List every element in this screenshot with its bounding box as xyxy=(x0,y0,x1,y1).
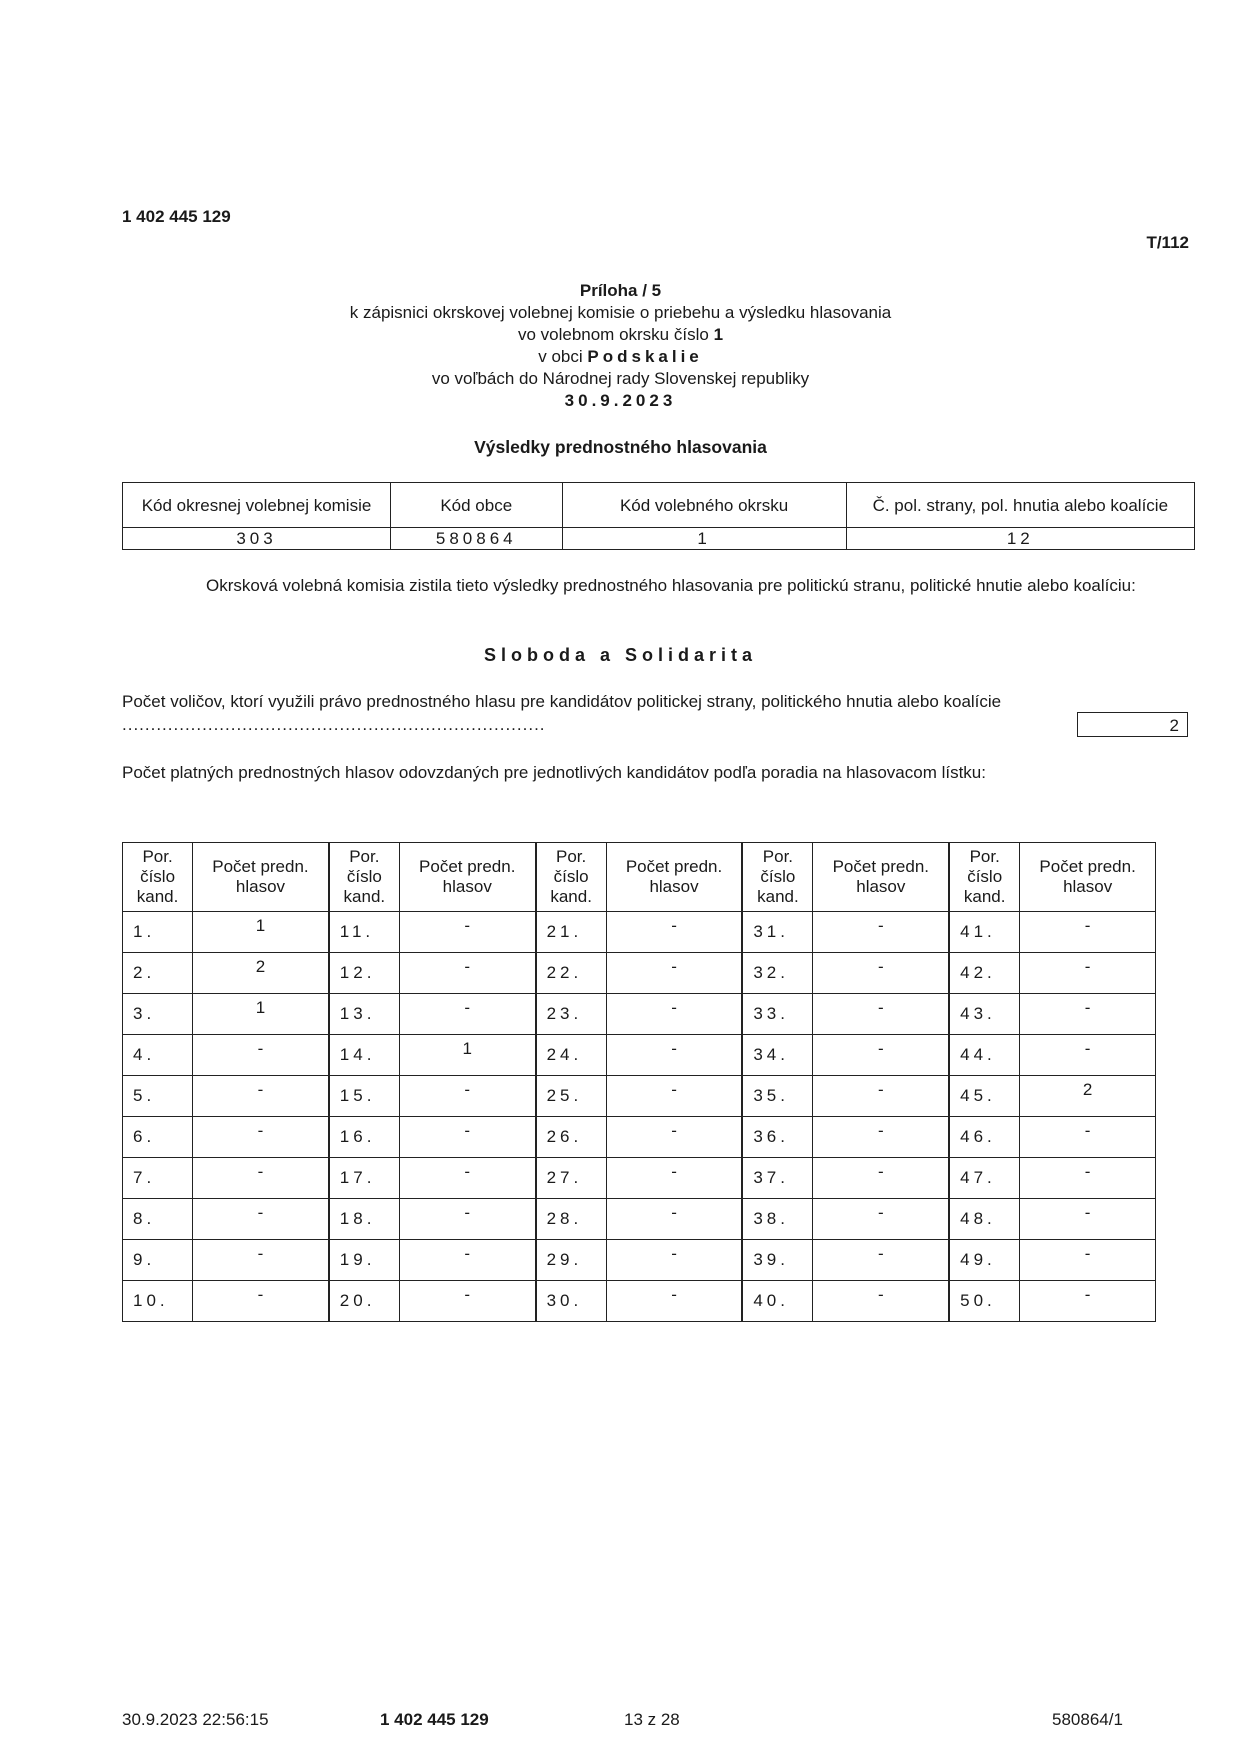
candidate-number: 23. xyxy=(536,994,607,1035)
header-label: číslo xyxy=(346,867,382,886)
vote-count-cell xyxy=(399,953,535,994)
vote-count-cell xyxy=(399,1035,535,1076)
vote-count: - xyxy=(1084,916,1091,935)
vote-count: - xyxy=(1084,998,1091,1017)
vote-count-cell xyxy=(606,1240,742,1281)
header-label: Počet predn. xyxy=(832,857,929,876)
candidate-number: 36. xyxy=(742,1117,813,1158)
vote-count-cell xyxy=(1020,1035,1156,1076)
vote-count: - xyxy=(1084,1285,1091,1304)
vote-count-cell xyxy=(813,912,949,953)
vote-count: - xyxy=(671,998,677,1017)
vote-count-cell xyxy=(1020,1281,1156,1322)
vote-count: - xyxy=(671,1285,677,1304)
vote-count-cell xyxy=(606,1076,742,1117)
vote-count-cell xyxy=(1020,994,1156,1035)
codes-table xyxy=(122,482,1195,550)
header-label: Por. xyxy=(349,847,380,866)
candidate-number: 31. xyxy=(742,912,813,953)
candidate-number: 3. xyxy=(123,994,193,1035)
header-label: číslo xyxy=(967,867,1003,886)
codes-header-cell: Kód obce xyxy=(391,483,563,528)
vote-count-cell xyxy=(606,1281,742,1322)
vote-count-cell xyxy=(813,1158,949,1199)
vote-count: - xyxy=(1084,1039,1091,1058)
header-line-2 xyxy=(0,324,1241,346)
vote-count: - xyxy=(671,1080,677,1099)
document-number: 1 402 445 129 xyxy=(122,207,231,226)
party-number: 12 xyxy=(846,528,1194,550)
vote-count: - xyxy=(257,1203,264,1222)
vote-count-cell xyxy=(1020,1117,1156,1158)
vote-count: - xyxy=(257,1121,264,1140)
vote-count: 1 xyxy=(255,916,266,935)
vote-count: - xyxy=(464,1285,471,1304)
codes-header-cell: Kód volebného okrsku xyxy=(562,483,846,528)
votes-intro: Počet platných prednostných hlasov odovzdaných pre jednotlivých kandidátov podľa poradia na hlasovacom lístku: xyxy=(122,763,986,782)
candidate-number: 18. xyxy=(329,1199,400,1240)
vote-count: - xyxy=(1084,1203,1091,1222)
header-label: Počet predn. xyxy=(212,857,309,876)
header-candidate-number xyxy=(329,843,400,912)
table-row xyxy=(123,1158,1156,1199)
header-line-1: k zápisnici okrskovej volebnej komisie o priebehu a výsledku hlasovania xyxy=(349,303,892,322)
vote-count-cell xyxy=(606,1117,742,1158)
district-number: 1 xyxy=(713,325,724,344)
table-row xyxy=(123,1035,1156,1076)
vote-count: - xyxy=(257,1285,264,1304)
voters-label: Počet voličov, ktorí využili právo prednostného hlasu pre kandidátov politickej strany, politického hnutia alebo koalície xyxy=(122,692,1002,711)
candidate-number: 22. xyxy=(536,953,607,994)
candidate-number: 19. xyxy=(329,1240,400,1281)
vote-count: - xyxy=(877,1203,884,1222)
preferential-votes-table xyxy=(122,842,1156,1322)
header-label: kand. xyxy=(136,887,179,906)
vote-count-cell xyxy=(606,994,742,1035)
vote-count-cell xyxy=(606,1199,742,1240)
vote-count: - xyxy=(1084,957,1091,976)
vote-count-cell xyxy=(813,1035,949,1076)
header-label: kand. xyxy=(963,887,1006,906)
header-label: hlasov xyxy=(856,877,906,896)
candidate-number: 9. xyxy=(123,1240,193,1281)
vote-count: 2 xyxy=(255,957,266,976)
vote-count-cell xyxy=(193,1240,329,1281)
candidate-number: 14. xyxy=(329,1035,400,1076)
candidate-number: 5. xyxy=(123,1076,193,1117)
candidate-number: 32. xyxy=(742,953,813,994)
candidate-number: 4. xyxy=(123,1035,193,1076)
candidate-number: 47. xyxy=(949,1158,1020,1199)
candidate-number: 35. xyxy=(742,1076,813,1117)
footer-reference: 580864/1 xyxy=(1052,1710,1123,1729)
header-label: hlasov xyxy=(1063,877,1113,896)
vote-count-cell xyxy=(1020,1158,1156,1199)
vote-count: - xyxy=(1084,1121,1091,1140)
candidate-number: 41. xyxy=(949,912,1020,953)
vote-count-cell xyxy=(813,1281,949,1322)
table-row xyxy=(123,953,1156,994)
vote-count-cell xyxy=(399,1158,535,1199)
candidate-number: 42. xyxy=(949,953,1020,994)
candidate-number: 21. xyxy=(536,912,607,953)
municipality-prefix: v obci xyxy=(538,347,583,366)
vote-count-cell xyxy=(193,912,329,953)
vote-count-cell xyxy=(399,1199,535,1240)
voters-count-box: 2 xyxy=(1077,712,1188,737)
vote-count: - xyxy=(877,957,884,976)
vote-count-cell xyxy=(193,1035,329,1076)
candidate-number: 45. xyxy=(949,1076,1020,1117)
vote-count: - xyxy=(671,1203,677,1222)
vote-count: - xyxy=(877,916,884,935)
header-label: kand. xyxy=(757,887,799,906)
vote-count: - xyxy=(877,1121,884,1140)
footer-page-number: 13 z 28 xyxy=(624,1710,680,1729)
table-row xyxy=(123,912,1156,953)
vote-count-cell xyxy=(399,1076,535,1117)
candidate-number: 50. xyxy=(949,1281,1020,1322)
table-row xyxy=(123,1199,1156,1240)
table-row xyxy=(123,994,1156,1035)
header-candidate-number xyxy=(742,843,813,912)
vote-count-cell xyxy=(1020,1199,1156,1240)
header-vote-count xyxy=(813,843,949,912)
vote-count: - xyxy=(877,1244,884,1263)
candidate-number: 10. xyxy=(123,1281,193,1322)
candidate-number: 24. xyxy=(536,1035,607,1076)
vote-count-cell xyxy=(813,1240,949,1281)
candidate-number: 30. xyxy=(536,1281,607,1322)
header-label: Por. xyxy=(762,847,794,866)
candidate-number: 46. xyxy=(949,1117,1020,1158)
vote-count-cell xyxy=(193,1158,329,1199)
header-label: kand. xyxy=(550,887,592,906)
codes-header-cell: Kód okresnej volebnej komisie xyxy=(123,483,391,528)
vote-count: - xyxy=(464,1121,471,1140)
vote-count: - xyxy=(671,916,677,935)
header-vote-count xyxy=(193,843,329,912)
footer-document-number: 1 402 445 129 xyxy=(380,1710,489,1729)
vote-count: - xyxy=(257,1039,264,1058)
candidate-number: 17. xyxy=(329,1158,400,1199)
candidate-number: 29. xyxy=(536,1240,607,1281)
vote-count-cell xyxy=(399,994,535,1035)
candidate-number: 16. xyxy=(329,1117,400,1158)
table-row xyxy=(123,1240,1156,1281)
vote-count-cell xyxy=(606,953,742,994)
vote-count: - xyxy=(1084,1162,1091,1181)
vote-count-cell xyxy=(813,1076,949,1117)
vote-count: 1 xyxy=(255,998,266,1017)
vote-count-cell xyxy=(193,1281,329,1322)
header-label: Por. xyxy=(142,847,173,866)
vote-count-cell xyxy=(813,1199,949,1240)
header-label: Počet predn. xyxy=(1039,857,1136,876)
candidate-number: 2. xyxy=(123,953,193,994)
candidate-number: 6. xyxy=(123,1117,193,1158)
vote-count: 2 xyxy=(1082,1080,1093,1099)
vote-count: - xyxy=(671,1162,677,1181)
vote-count-cell xyxy=(1020,1076,1156,1117)
header-label: Por. xyxy=(556,847,587,866)
vote-count-cell xyxy=(1020,953,1156,994)
municipality-code: 580864 xyxy=(391,528,563,550)
vote-count: - xyxy=(877,1285,884,1304)
candidate-number: 13. xyxy=(329,994,400,1035)
candidate-number: 44. xyxy=(949,1035,1020,1076)
vote-count: - xyxy=(257,1080,264,1099)
header-label: hlasov xyxy=(442,877,492,896)
vote-count-cell xyxy=(193,953,329,994)
candidate-number: 27. xyxy=(536,1158,607,1199)
vote-count-cell xyxy=(813,1117,949,1158)
dot-leader: .......................................................................... xyxy=(122,715,546,734)
voters-statement xyxy=(122,690,1027,736)
header-label: hlasov xyxy=(235,877,286,896)
codes-header-cell: Č. pol. strany, pol. hnutia alebo koalície xyxy=(846,483,1194,528)
vote-count: - xyxy=(464,1162,471,1181)
candidate-number: 12. xyxy=(329,953,400,994)
candidate-number: 49. xyxy=(949,1240,1020,1281)
candidate-number: 11. xyxy=(329,912,400,953)
vote-count: - xyxy=(464,916,471,935)
header-label: číslo xyxy=(140,867,176,886)
vote-count: - xyxy=(257,1244,264,1263)
vote-count-cell xyxy=(399,1240,535,1281)
header-vote-count xyxy=(1020,843,1156,912)
vote-count: - xyxy=(464,1203,471,1222)
candidate-number: 43. xyxy=(949,994,1020,1035)
document-header xyxy=(0,280,1241,412)
table-row xyxy=(123,1076,1156,1117)
header-label: číslo xyxy=(760,867,796,886)
vote-count: - xyxy=(464,957,471,976)
candidate-number: 48. xyxy=(949,1199,1020,1240)
vote-count: - xyxy=(464,1080,471,1099)
header-label: Počet predn. xyxy=(625,857,723,876)
footer-timestamp: 30.9.2023 22:56:15 xyxy=(122,1710,269,1729)
codes-value-row xyxy=(123,528,1195,550)
vote-count: - xyxy=(877,1162,884,1181)
vote-count: - xyxy=(257,1162,264,1181)
candidate-number: 15. xyxy=(329,1076,400,1117)
candidate-number: 7. xyxy=(123,1158,193,1199)
vote-count-cell xyxy=(813,994,949,1035)
intro-text: Okrsková volebná komisia zistila tieto výsledky prednostného hlasovania pre politickú stranu, politické hnutie alebo koalíciu: xyxy=(206,576,1136,595)
vote-count-cell xyxy=(399,1281,535,1322)
municipality-name: Podskalie xyxy=(587,347,703,366)
candidate-number: 28. xyxy=(536,1199,607,1240)
header-line-4: vo voľbách do Národnej rady Slovenskej republiky xyxy=(431,369,810,388)
district-commission-code: 303 xyxy=(123,528,391,550)
election-date: 30.9.2023 xyxy=(564,391,677,410)
vote-count-cell xyxy=(193,1076,329,1117)
codes-header-row xyxy=(123,483,1195,528)
annex-title: Príloha / 5 xyxy=(579,281,662,300)
vote-count-cell xyxy=(193,994,329,1035)
header-label: kand. xyxy=(343,887,386,906)
votes-header-row xyxy=(123,843,1156,912)
candidate-number: 38. xyxy=(742,1199,813,1240)
candidate-number: 33. xyxy=(742,994,813,1035)
candidate-number: 40. xyxy=(742,1281,813,1322)
district-prefix: vo volebnom okrsku číslo xyxy=(517,325,709,344)
vote-count-cell xyxy=(193,1117,329,1158)
candidate-number: 25. xyxy=(536,1076,607,1117)
vote-count-cell xyxy=(399,1117,535,1158)
table-row xyxy=(123,1281,1156,1322)
vote-count: 1 xyxy=(462,1039,472,1058)
vote-count: - xyxy=(671,1121,677,1140)
header-candidate-number xyxy=(123,843,193,912)
header-vote-count xyxy=(399,843,535,912)
vote-count: - xyxy=(671,1244,677,1263)
vote-count: - xyxy=(464,1244,471,1263)
form-code: T/112 xyxy=(1146,233,1189,252)
vote-count-cell xyxy=(813,953,949,994)
vote-count: - xyxy=(464,998,471,1017)
header-label: Por. xyxy=(969,847,1000,866)
vote-count-cell xyxy=(606,912,742,953)
vote-count: - xyxy=(671,1039,677,1058)
table-row xyxy=(123,1117,1156,1158)
candidate-number: 20. xyxy=(329,1281,400,1322)
vote-count: - xyxy=(877,1080,884,1099)
header-label: hlasov xyxy=(649,877,699,896)
vote-count: - xyxy=(877,1039,884,1058)
section-title: Výsledky prednostného hlasovania xyxy=(474,437,767,457)
vote-count-cell xyxy=(193,1199,329,1240)
vote-count: - xyxy=(671,957,677,976)
header-candidate-number xyxy=(536,843,607,912)
candidate-number: 37. xyxy=(742,1158,813,1199)
vote-count-cell xyxy=(399,912,535,953)
candidate-number: 39. xyxy=(742,1240,813,1281)
vote-count-cell xyxy=(606,1035,742,1076)
header-line-3 xyxy=(0,346,1241,368)
vote-count: - xyxy=(1084,1244,1091,1263)
vote-count-cell xyxy=(1020,912,1156,953)
vote-count-cell xyxy=(606,1158,742,1199)
vote-count-cell xyxy=(1020,1240,1156,1281)
header-label: číslo xyxy=(553,867,589,886)
header-vote-count xyxy=(606,843,742,912)
header-label: Počet predn. xyxy=(419,857,516,876)
candidate-number: 8. xyxy=(123,1199,193,1240)
candidate-number: 26. xyxy=(536,1117,607,1158)
candidate-number: 1. xyxy=(123,912,193,953)
party-name: Sloboda a Solidarita xyxy=(483,645,758,665)
header-candidate-number xyxy=(949,843,1020,912)
candidate-number: 34. xyxy=(742,1035,813,1076)
vote-count: - xyxy=(877,998,884,1017)
district-code: 1 xyxy=(562,528,846,550)
